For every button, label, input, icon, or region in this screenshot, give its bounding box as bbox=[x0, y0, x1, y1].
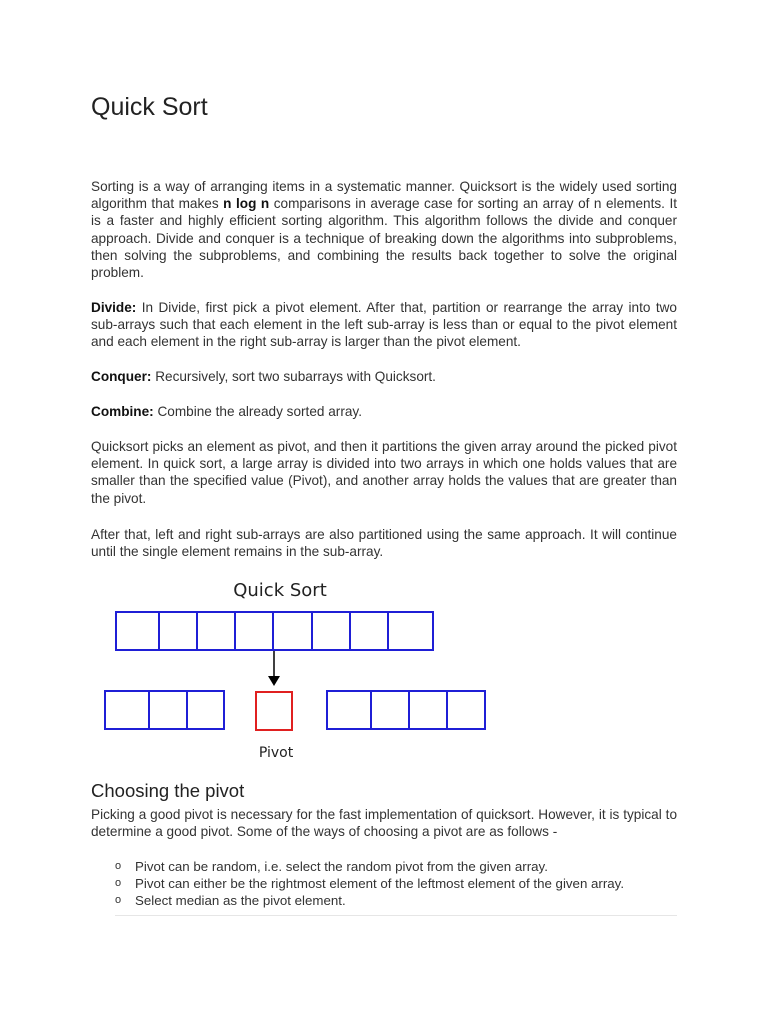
page-title: Quick Sort bbox=[91, 93, 208, 121]
array-cell bbox=[350, 612, 388, 650]
divide-paragraph bbox=[91, 299, 677, 351]
array-cell bbox=[105, 691, 149, 729]
bullet-marker: o bbox=[115, 877, 122, 890]
list-item-text: Pivot can be random, i.e. select the random pivot from the given array. bbox=[135, 859, 548, 874]
pivot-cell bbox=[256, 692, 292, 730]
intro-text-2: comparisons in average case for sorting an array of n elements. It is a faster and highly efficient sorting algorithm. This algorithm follows the divide and conquer approach. Divide and conquer is a technique of breaking down the algorithms into subproblems, then solving the subproblems, and combining the results back together to solve the original problem. bbox=[91, 196, 678, 281]
section-heading-choosing-pivot: Choosing the pivot bbox=[91, 780, 245, 801]
array-cell bbox=[371, 691, 409, 729]
array-cell bbox=[197, 612, 235, 650]
list-item bbox=[91, 858, 677, 875]
list-item bbox=[91, 892, 677, 909]
quick-sort-figure bbox=[91, 570, 677, 765]
array-cell bbox=[116, 612, 159, 650]
pivot-methods-list bbox=[91, 858, 677, 910]
array-cell bbox=[327, 691, 371, 729]
array-cell bbox=[312, 612, 350, 650]
intro-bold: n log n bbox=[223, 196, 270, 212]
full-array bbox=[116, 612, 433, 650]
quick-sort-diagram bbox=[91, 570, 677, 765]
intro-text-1: Sorting is a way of arranging items in a systematic manner. Quicksort is the widely used sorting algorithm that makes bbox=[91, 179, 677, 212]
array-cell bbox=[447, 691, 485, 729]
left-sub-array bbox=[105, 691, 224, 729]
array-cell bbox=[159, 612, 197, 650]
array-cell bbox=[235, 612, 273, 650]
divide-text: In Divide, first pick a pivot element. After that, partition or rearrange the array into two sub-arrays such that each element in the left sub-array is less than or equal to the pivot element and each element in the right sub-array is larger than the pivot element. bbox=[91, 300, 677, 350]
intro-paragraph bbox=[91, 178, 677, 281]
divider bbox=[115, 915, 677, 916]
bullet-marker: o bbox=[115, 894, 122, 907]
list-item-text: Pivot can either be the rightmost element of the leftmost element of the given array. bbox=[135, 876, 625, 892]
combine-paragraph bbox=[91, 403, 677, 420]
pivot-paragraph: Quicksort picks an element as pivot, and then it partitions the given array around the picked pivot element. In quick sort, a large array is divided into two arrays in which one holds values that are smaller than the specified value (Pivot), and another array holds the values that are greater than the pivot. bbox=[91, 439, 677, 506]
conquer-paragraph bbox=[91, 368, 677, 385]
list-item-text: Select median as the pivot element. bbox=[135, 893, 346, 909]
list-item bbox=[91, 875, 677, 892]
after-paragraph: After that, left and right sub-arrays are also partitioned using the same approach. It will continue until the single element remains in the sub-array. bbox=[91, 527, 677, 560]
array-cell bbox=[187, 691, 224, 729]
combine-text: Combine the already sorted array. bbox=[153, 404, 362, 419]
right-sub-array bbox=[327, 691, 485, 729]
conquer-label: Conquer: bbox=[91, 369, 152, 384]
pivot-label: Pivot bbox=[258, 745, 294, 761]
array-cell bbox=[388, 612, 433, 650]
array-cell bbox=[409, 691, 447, 729]
bullet-marker: o bbox=[115, 860, 122, 872]
conquer-text: Recursively, sort two subarrays with Quicksort. bbox=[151, 369, 436, 384]
divide-label: Divide: bbox=[91, 300, 137, 315]
partition-arrow-head bbox=[268, 676, 280, 686]
array-cell bbox=[149, 691, 187, 729]
combine-label: Combine: bbox=[91, 404, 154, 419]
figure-title: Quick Sort bbox=[233, 580, 327, 601]
choosing-pivot-paragraph: Picking a good pivot is necessary for the fast implementation of quicksort. However, it is typical to determine a good pivot. Some of the ways of choosing a pivot are as follows - bbox=[91, 807, 677, 840]
array-cell bbox=[273, 612, 312, 650]
